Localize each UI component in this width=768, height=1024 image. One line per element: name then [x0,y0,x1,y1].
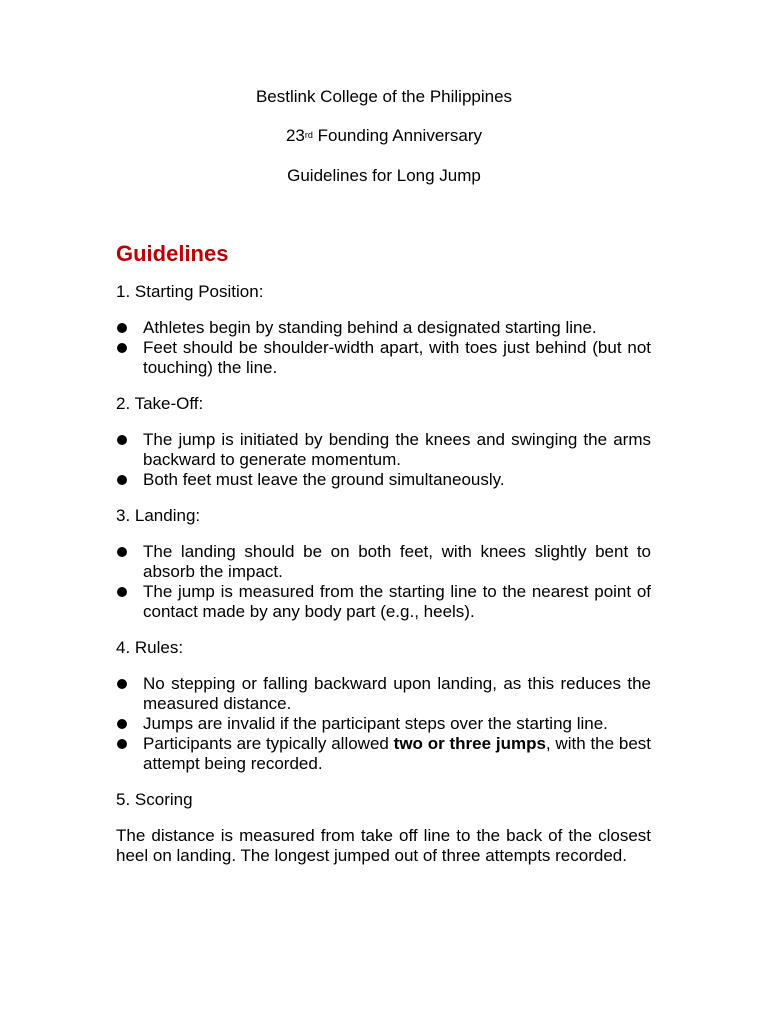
bullet-icon [117,343,127,353]
document-title: Guidelines for Long Jump [287,166,481,185]
section-heading-scoring: 5. Scoring [116,790,193,809]
bullet-list-take-off [116,430,651,490]
list-item [116,470,651,490]
list-item [116,734,651,774]
bullet-list-rules [116,674,651,774]
anniversary-line [0,126,768,146]
bullet-icon [117,323,127,333]
bullet-icon [117,719,127,729]
section-heading-landing: 3. Landing: [116,506,201,525]
list-item [116,674,651,714]
list-item-text-post: , with the best attempt being recorded. [143,734,651,773]
section-heading-take-off: 2. Take-Off: [116,394,204,413]
list-item-text-bold: two or three jumps [393,734,546,753]
guidelines-body [116,240,651,866]
section-heading-starting-position: 1. Starting Position: [116,282,264,301]
bullet-icon [117,739,127,749]
list-item-text: Feet should be shoulder-width apart, with toes just behind (but not touching) the line. [143,338,651,377]
anniversary-suffix: rd [304,130,313,140]
bullet-icon [117,547,127,557]
bullet-icon [117,679,127,689]
bullet-icon [117,435,127,445]
list-item-text: Athletes begin by standing behind a designated starting line. [143,318,597,337]
anniversary-rest: Founding Anniversary [312,126,483,145]
bullet-icon [117,475,127,485]
list-item [116,318,651,338]
list-item-text: The landing should be on both feet, with knees slightly bent to absorb the impact. [143,542,651,581]
list-item [116,430,651,470]
list-item-text: The jump is initiated by bending the knees and swinging the arms backward to generate momentum. [143,430,651,469]
bullet-icon [117,587,127,597]
list-item-text: Both feet must leave the ground simultaneously. [143,470,505,489]
bullet-list-starting-position [116,318,651,378]
anniversary-number: 23 [285,126,305,145]
scoring-paragraph: The distance is measured from take off line to the back of the closest heel on landing. The longest jumped out of three attempts recorded. [116,826,651,865]
school-name: Bestlink College of the Philippines [255,87,513,106]
list-item-text: No stepping or falling backward upon landing, as this reduces the measured distance. [143,674,651,713]
list-item-text-pre: Participants are typically allowed [143,734,394,753]
list-item [116,542,651,582]
section-heading-rules: 4. Rules: [116,638,184,657]
list-item [116,582,651,622]
list-item [116,714,651,734]
list-item [116,338,651,378]
list-item-text: The jump is measured from the starting line to the nearest point of contact made by any body part (e.g., heels). [143,582,651,621]
list-item-text: Jumps are invalid if the participant steps over the starting line. [143,714,608,733]
bullet-list-landing [116,542,651,622]
section-title: Guidelines [116,241,229,266]
